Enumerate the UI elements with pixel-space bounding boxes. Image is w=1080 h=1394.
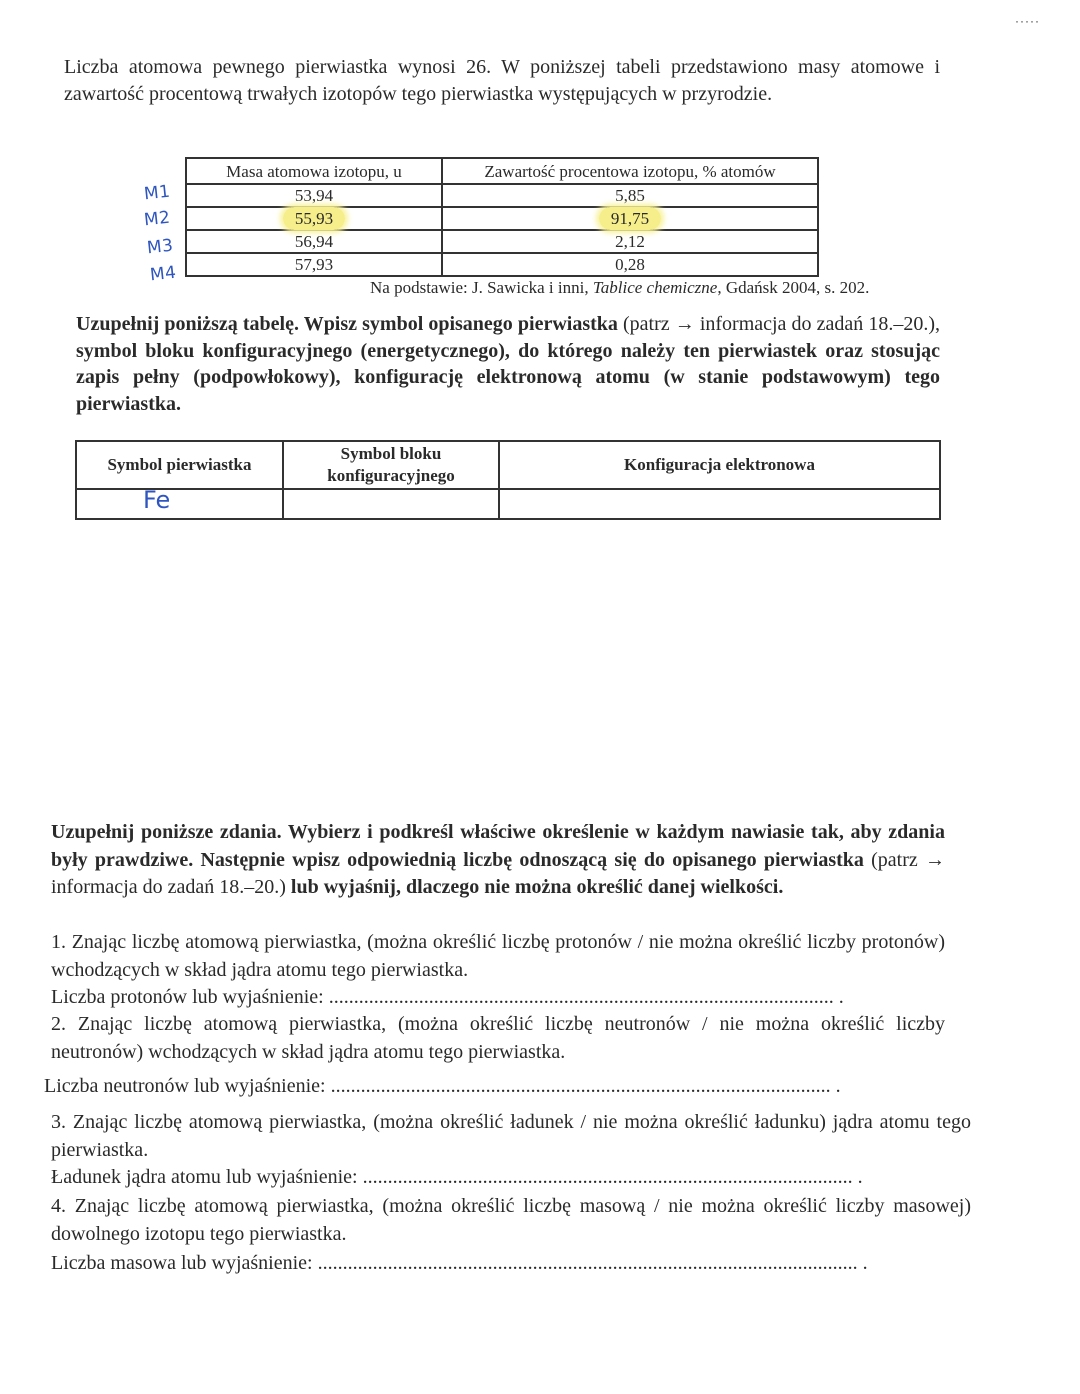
answer-line-3[interactable]: Ładunek jądra atomu lub wyjaśnienie: .................................................................................................. .: [51, 1166, 863, 1188]
highlighted-percent: 91,75: [599, 207, 661, 230]
isotope-percent-cell: [442, 207, 818, 230]
answer-line-1[interactable]: Liczba protonów lub wyjaśnienie: ..................................................................................................... .: [51, 986, 844, 1008]
source-title: Tablice chemiczne: [592, 278, 718, 297]
table-row: [186, 230, 818, 253]
handwritten-symbol: Fe: [143, 486, 171, 514]
isotope-percent-header: Zawartość procentowa izotopu, % atomów: [442, 158, 818, 184]
isotope-percent-cell: 2,12: [442, 230, 818, 253]
table-row: [186, 253, 818, 276]
statement-2: 2. Znając liczbę atomową pierwiastka, (można określić liczbę neutronów / nie można określić liczby neutronów) wchodzących w skład jądra atomu tego pierwiastka.: [51, 1013, 945, 1063]
isotope-percent-cell: 5,85: [442, 184, 818, 207]
statement-4: 4. Znając liczbę atomową pierwiastka, (można określić liczbę masową / nie można określić liczby masowej) dowolnego izotopu tego pierwiastka.: [51, 1195, 971, 1245]
task1-instructions: Uzupełnij poniższą tabelę. Wpisz symbol opisanego pierwiastka (patrz → informacja do zadań 18.–20.), symbol bloku konfiguracyjnego (energetycznego), do którego należy ten pierwiastek oraz stosując zapis pełny (podpowłokowy), konfigurację elektronową atomu (w stanie podstawowym) tego pierwiastka.: [76, 313, 941, 415]
isotope-mass-cell: 53,94: [186, 184, 442, 207]
intro-paragraph: Liczba atomowa pewnego pierwiastka wynosi 26. W poniższej tabeli przedstawiono masy atomowe i zawartość procentową trwałych izotopów tego pierwiastka występujących w przyrodzie.: [64, 56, 940, 105]
handwritten-label-m4: M4: [149, 262, 178, 286]
table-row: [76, 489, 940, 519]
highlighted-mass: 55,93: [283, 207, 345, 230]
statement-3: 3. Znając liczbę atomową pierwiastka, (można określić ładunek / nie można określić ładunku) jądra atomu tego pierwiastka.: [51, 1111, 971, 1161]
isotope-percent-cell: 0,28: [442, 253, 818, 276]
answer-line-4[interactable]: Liczba masowa lub wyjaśnienie: ............................................................................................................ .: [51, 1252, 868, 1274]
block-answer-cell[interactable]: [283, 489, 499, 519]
statement-1: 1. Znając liczbę atomową pierwiastka, (można określić liczbę protonów / nie można określić liczby protonów) wchodzących w skład jądra atomu tego pierwiastka.: [51, 931, 945, 981]
isotope-mass-cell: [186, 207, 442, 230]
handwritten-label-m3: M3: [146, 235, 175, 259]
corner-mark: ·····: [1015, 14, 1040, 28]
isotope-mass-cell: 56,94: [186, 230, 442, 253]
isotope-mass-cell: 57,93: [186, 253, 442, 276]
symbol-answer-cell[interactable]: [76, 489, 283, 519]
source-citation: Na podstawie: J. Sawicka i inni, Tablice chemiczne, Gdańsk 2004, s. 202.: [370, 278, 870, 297]
table-row: [186, 207, 818, 230]
isotope-table: [185, 157, 819, 277]
configuration-answer-cell[interactable]: [499, 489, 940, 519]
table-row: [186, 184, 818, 207]
symbol-header: Symbol pierwiastka: [76, 441, 283, 489]
answer-line-2[interactable]: Liczba neutronów lub wyjaśnienie: .................................................................................................... .: [44, 1075, 841, 1097]
task2-instructions: Uzupełnij poniższe zdania. Wybierz i podkreśl właściwe określenie w każdym nawiasie tak, aby zdania były prawdziwe. Następnie wpisz odpowiednią liczbę odnoszącą się do opisanego pierwiastka (patrz → informacja do zadań 18.–20.) lub wyjaśnij, dlaczego nie można określić danej wielkości.: [51, 821, 945, 898]
handwritten-label-m1: M1: [143, 181, 172, 205]
configuration-header: Konfiguracja elektronowa: [499, 441, 940, 489]
isotope-mass-header: Masa atomowa izotopu, u: [186, 158, 442, 184]
handwritten-label-m2: M2: [143, 207, 172, 231]
answer-table: [75, 440, 941, 520]
block-header: Symbol bloku konfiguracyjnego: [283, 441, 499, 489]
